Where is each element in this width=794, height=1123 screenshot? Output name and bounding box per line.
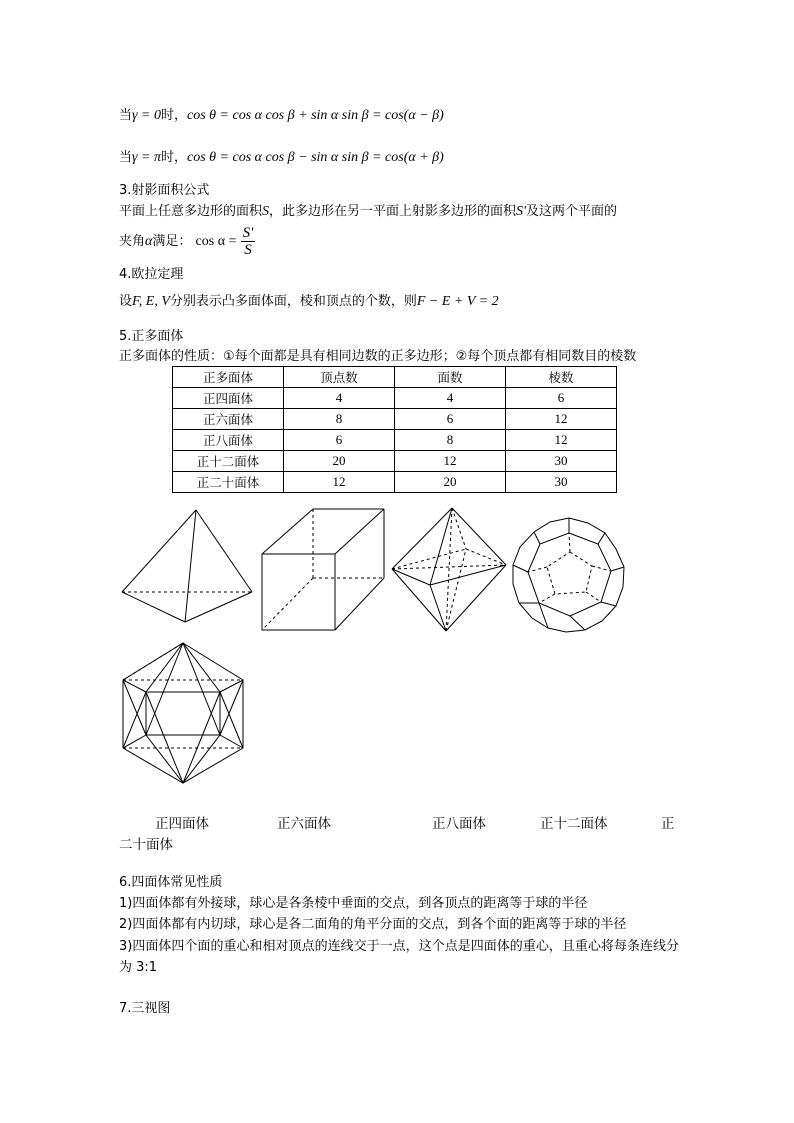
table-header: 面数 — [395, 367, 506, 388]
table-cell: 30 — [506, 451, 617, 472]
table-cell: 6 — [506, 388, 617, 409]
table-cell: 20 — [284, 451, 395, 472]
text: ，此多边形在另一平面上射影多边形的面积 — [269, 204, 517, 219]
symbol-S: S — [262, 204, 270, 219]
table-row — [173, 388, 617, 409]
table-row — [173, 430, 617, 451]
formula-condition: γ = 0 — [132, 108, 161, 123]
section-3-title: 3.射影面积公式 — [119, 183, 210, 198]
icosahedron-figure — [118, 640, 248, 786]
section-4-text — [119, 293, 499, 311]
caption-icosahedron-part2: 二十面体 — [119, 837, 173, 853]
caption-cube: 正六面体 — [277, 816, 331, 832]
text: 满足： — [152, 234, 192, 249]
table-row — [173, 409, 617, 430]
fraction-denominator: S — [244, 242, 252, 258]
text: 夹角 — [119, 234, 146, 249]
table-cell: 正八面体 — [173, 430, 284, 451]
table-header: 棱数 — [506, 367, 617, 388]
formula-gamma-pi — [119, 149, 444, 167]
dodecahedron-figure — [510, 516, 630, 636]
formula-condition: γ = π — [132, 150, 161, 165]
table-cell: 6 — [284, 430, 395, 451]
table-cell: 4 — [284, 388, 395, 409]
table-cell: 6 — [395, 409, 506, 430]
section-3-text-line2 — [119, 224, 255, 260]
fraction-numerator: S' — [242, 225, 254, 241]
text: 及这两个平面的 — [526, 204, 618, 219]
text: 平面上任意多边形的面积 — [119, 204, 263, 219]
caption-octahedron: 正八面体 — [432, 816, 486, 832]
section-7-title: 7.三视图 — [119, 1001, 171, 1016]
table-cell: 正十二面体 — [173, 451, 284, 472]
table-row — [173, 451, 617, 472]
symbol-alpha: α — [145, 234, 153, 249]
formula-prefix: 当 — [119, 150, 133, 165]
text: 分别表示凸多面体面，棱和顶点的个数，则 — [169, 294, 417, 309]
caption-dodecahedron: 正十二面体 — [540, 816, 608, 832]
cos-alpha: cos α = — [195, 234, 237, 249]
list-item: 3)四面体四个面的重心和相对顶点的连线交于一点，这个点是四面体的重心，且重心将每条连线分为 3:1 — [119, 939, 679, 975]
table-header: 正多面体 — [173, 367, 284, 388]
table-row — [173, 472, 617, 493]
table-cell: 8 — [395, 430, 506, 451]
formula-expression: cos θ = cos α cos β − sin α sin β = cos(α + β) — [187, 150, 444, 165]
symbol-S-prime: S' — [516, 204, 527, 219]
caption-tetrahedron: 正四面体 — [155, 816, 209, 832]
section-4-title: 4.欧拉定理 — [119, 267, 184, 282]
polyhedra-table — [172, 366, 617, 493]
table-cell: 12 — [506, 430, 617, 451]
table-cell: 正六面体 — [173, 409, 284, 430]
table-cell: 8 — [284, 409, 395, 430]
table-cell: 20 — [395, 472, 506, 493]
formula-suffix: 时， — [160, 108, 187, 123]
tetrahedron-figure — [118, 506, 258, 626]
euler-equation: F − E + V = 2 — [416, 294, 499, 309]
list-item: 2)四面体都有内切球，球心是各二面角的角平分面的交点，到各个面的距离等于球的半径 — [119, 917, 627, 932]
section-6-title: 6.四面体常见性质 — [119, 875, 223, 890]
list-item: 1)四面体都有外接球，球心是各条棱中垂面的交点，到各顶点的距离等于球的半径 — [119, 896, 588, 911]
table-cell: 12 — [284, 472, 395, 493]
section-5-desc: 正多面体的性质：①每个面都是具有相同边数的正多边形；②每个顶点都有相同数目的棱数 — [119, 349, 637, 364]
caption-icosahedron-part1: 正 — [661, 816, 675, 832]
text: 设 — [119, 294, 133, 309]
section-5-title: 5.正多面体 — [119, 329, 184, 344]
table-cell: 4 — [395, 388, 506, 409]
formula-gamma-zero — [119, 107, 444, 125]
symbols-FEV: F, E, V — [132, 294, 170, 309]
table-header-row — [173, 367, 617, 388]
cube-figure — [258, 506, 388, 636]
table-cell: 正二十面体 — [173, 472, 284, 493]
formula-prefix: 当 — [119, 108, 133, 123]
section-3-text-line1 — [119, 203, 617, 221]
table-header: 顶点数 — [284, 367, 395, 388]
table-cell: 正四面体 — [173, 388, 284, 409]
formula-suffix: 时， — [161, 150, 188, 165]
table-cell: 12 — [506, 409, 617, 430]
formula-expression: cos θ = cos α cos β + sin α sin β = cos(α − β) — [187, 108, 444, 123]
table-cell: 30 — [506, 472, 617, 493]
octahedron-figure — [388, 505, 510, 635]
fraction — [241, 225, 256, 258]
table-cell: 12 — [395, 451, 506, 472]
